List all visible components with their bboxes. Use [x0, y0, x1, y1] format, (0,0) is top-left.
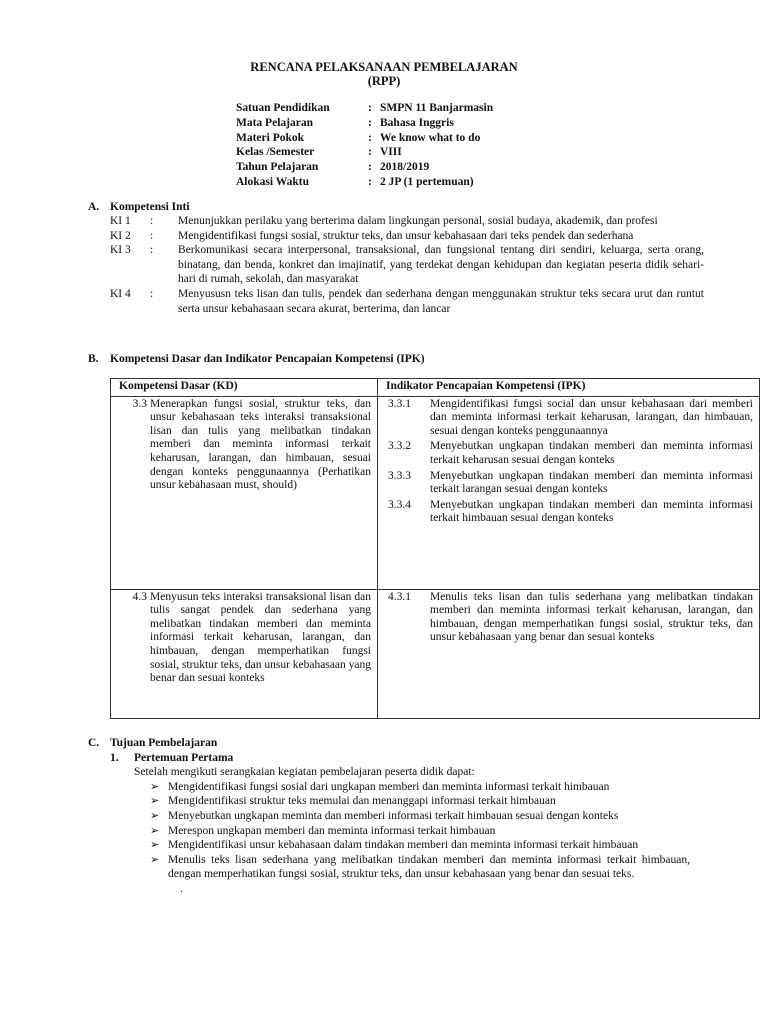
ki-item [110, 229, 704, 244]
meta-row-kelas [236, 145, 493, 160]
ipk-item [384, 591, 753, 645]
meta-label: Materi Pokok [236, 131, 305, 144]
ki-item [110, 287, 704, 316]
ki-item [110, 214, 704, 229]
meta-colon: : [368, 102, 372, 114]
ipk-item [384, 398, 753, 439]
subsection-heading [110, 751, 708, 766]
meta-label: Satuan Pendidikan [236, 102, 330, 114]
document-title: RENCANA PELAKSANAAN PEMBELAJARAN [250, 60, 518, 74]
meta-colon: : [368, 161, 372, 174]
table-header-ipk: Indikator Pencapaian Kompetensi (IPK) [378, 379, 760, 397]
ipk-number: 4.3.1 [388, 590, 411, 603]
objectives-list [150, 780, 690, 882]
meta-label: Mata Pelajaran [236, 116, 313, 129]
meta-value: SMPN 11 Banjarmasin [380, 102, 494, 114]
kd-item [117, 591, 371, 686]
meta-value: We know what to do [380, 131, 481, 144]
ipk-text: Menulis teks lisan dan tulis sederhana yang melibatkan tindakan memberi dan meminta informasi terkait keharusan, larangan, dan himbauan, dengan memperhatikan fungsi sosial, struktur teks, dan unsur kebahasaan yang benar dan sesuai konteks [430, 590, 753, 644]
ki-colon: : [150, 244, 154, 257]
section-c [88, 736, 708, 897]
arrow-bullet-icon: ➢ [150, 808, 160, 822]
ipk-cell [378, 396, 760, 589]
meta-row-materi [236, 131, 493, 146]
ipk-cell [378, 589, 760, 718]
meta-label: Tahun Pelajaran [236, 161, 319, 174]
kompetensi-inti-list [110, 214, 704, 316]
meta-value: VIII [380, 146, 402, 159]
section-letter: C. [88, 737, 100, 749]
list-item [150, 838, 690, 853]
meta-value: Bahasa Inggris [380, 116, 454, 129]
kd-number: 3.3 [132, 397, 147, 410]
meta-colon: : [368, 175, 372, 188]
ki-colon: : [150, 229, 154, 242]
ki-code: KI 4 [110, 287, 131, 300]
meta-value: 2 JP (1 pertemuan) [380, 175, 474, 188]
objective-text: Merespon ungkapan memberi dan meminta informasi terkait himbauan [168, 824, 496, 837]
ki-code: KI 3 [110, 244, 131, 257]
arrow-bullet-icon: ➢ [150, 779, 160, 793]
ipk-item [384, 499, 753, 526]
meta-label: Kelas /Semester [236, 146, 315, 159]
ipk-number: 3.3.1 [388, 397, 411, 410]
objective-text: Mengidentifikasi struktur teks memulai dan menanggapi informasi terkait himbauan [168, 795, 556, 808]
list-item [150, 794, 690, 809]
meta-colon: : [368, 146, 372, 159]
kd-cell [111, 396, 378, 589]
list-item [150, 780, 690, 795]
section-c-heading [88, 736, 708, 751]
table-row [111, 589, 760, 718]
list-item [150, 809, 690, 824]
subsection-number: 1. [110, 751, 119, 764]
section-a-heading [88, 200, 190, 215]
ki-text: Berkomunikasi secara interpersonal, transaksional, dan fungsional tentang diri sendiri, keluarga, serta orang, binatang, dan benda, konkret dan imajinatif, yang terdekat dengan kehidupan dan kegiatan peserta didik sehari-hari di rumah, sekolah, dan masyarakat [178, 244, 704, 286]
meta-value: 2018/2019 [380, 161, 430, 174]
meta-row-mapel [236, 116, 493, 131]
meta-colon: : [368, 131, 372, 144]
ki-code: KI 2 [110, 229, 131, 242]
ipk-text: Menyebutkan ungkapan tindakan memberi dan meminta informasi terkait keharusan sesuai dengan konteks [430, 440, 753, 466]
meta-label: Alokasi Waktu [236, 175, 309, 188]
ki-colon: : [150, 215, 154, 227]
section-title: Kompetensi Dasar dan Indikator Pencapaian Kompetensi (IPK) [110, 353, 425, 365]
ipk-text: Menyebutkan ungkapan tindakan memberi dan meminta informasi terkait himbauan sesuai dengan konteks [430, 498, 753, 525]
meta-colon: : [368, 116, 372, 129]
objective-text: Mengidentifikasi unsur kebahasaan dalam tindakan memberi dan meminta informasi terkait himbauan [168, 839, 639, 852]
kd-number: 4.3 [132, 590, 147, 603]
section-letter: B. [88, 353, 99, 365]
meta-row-tahun [236, 160, 493, 175]
section-letter: A. [88, 201, 100, 213]
table-row [111, 396, 760, 589]
table-header-kd: Kompetensi Dasar (KD) [111, 379, 378, 397]
kd-text: Menyusun teks interaksi transaksional lisan dan tulis sangat pendek dan sederhana yang melibatkan tindakan memberi dan meminta informasi terkait keharusan, larangan, dan himbauan, dengan memperhatikan fungsi sosial, struktur teks, dan unsur kebahasaan yang benar dan sesuai konteks [150, 590, 372, 685]
ipk-text: Mengidentifikasi fungsi social dan unsur kebahasaan dari memberi dan meminta informasi terkait keharusan, larangan, dan himbauan, sesuai dengan konteks penggunaannya [430, 397, 753, 437]
arrow-bullet-icon: ➢ [150, 838, 160, 852]
kd-item [117, 398, 371, 493]
table-header-row [111, 379, 760, 397]
arrow-bullet-icon: ➢ [150, 852, 160, 866]
ki-text: Mengidentifikasi fungsi sosial, struktur teks, dan unsur kebahasaan dari teks pendek dan sederhana [178, 229, 634, 242]
list-item [150, 853, 690, 882]
section-title: Tujuan Pembelajaran [110, 737, 218, 749]
ipk-item [384, 440, 753, 467]
kd-text: Menerapkan fungsi sosial, struktur teks, dan unsur kebahasaan teks interaksi transaksional lisan dan tulis yang melibatkan tindakan memberi dan meminta informasi terkait keharusan, larangan, dan himbauan, sesuai dengan konteks penggunaannya (Perhatikan unsur kebahasaan must, should) [150, 397, 371, 492]
ki-text: Menunjukkan perilaku yang berterima dalam lingkungan personal, sosial budaya, akademik, dan profesi [178, 215, 658, 227]
ki-text: Menyususn teks lisan dan tulis, pendek dan sederhana dengan menggunakan struktur teks secara urut dan runtut serta unsur kebahasaan secara akurat, berterima, dan lancar [178, 287, 704, 315]
meta-row-alokasi [236, 175, 493, 190]
meta-row-satuan [236, 101, 493, 116]
ipk-number: 3.3.2 [388, 440, 411, 453]
arrow-bullet-icon: ➢ [150, 823, 160, 837]
document-subtitle: (RPP) [367, 74, 401, 88]
section-b-heading [88, 352, 425, 367]
ki-item [110, 243, 704, 287]
objective-text: Menulis teks lisan sederhana yang melibatkan tindakan memberi dan meminta informasi terkait himbauan, dengan memperhatikan fungsi sosial, struktur teks, dan unsur kebahasaan yang benar dan sesuai teks. [168, 853, 690, 881]
identity-block [236, 101, 493, 190]
ipk-text: Menyebutkan ungkapan tindakan memberi dan meminta informasi terkait larangan sesuai dengan konteks [430, 469, 753, 496]
ki-colon: : [150, 287, 154, 300]
objectives-intro: Setelah mengikuti serangkaian kegiatan pembelajaran peserta didik dapat: [134, 766, 475, 779]
arrow-bullet-icon: ➢ [150, 794, 160, 808]
kd-cell [111, 589, 378, 718]
kd-ipk-table [110, 378, 760, 719]
ipk-number: 3.3.4 [388, 498, 411, 511]
trailing-dot: . [180, 882, 183, 895]
list-item [150, 824, 690, 839]
ki-code: KI 1 [110, 215, 131, 227]
objective-text: Mengidentifikasi fungsi sosial dari ungkapan memberi dan meminta informasi terkait himbauan [168, 780, 610, 793]
ipk-number: 3.3.3 [388, 469, 411, 482]
objective-text: Menyebutkan ungkapan meminta dan memberi informasi terkait himbauan sesuai dengan konteks [168, 809, 619, 822]
ipk-item [384, 470, 753, 497]
subsection-title: Pertemuan Pertama [134, 751, 234, 764]
section-title: Kompetensi Inti [110, 201, 190, 213]
